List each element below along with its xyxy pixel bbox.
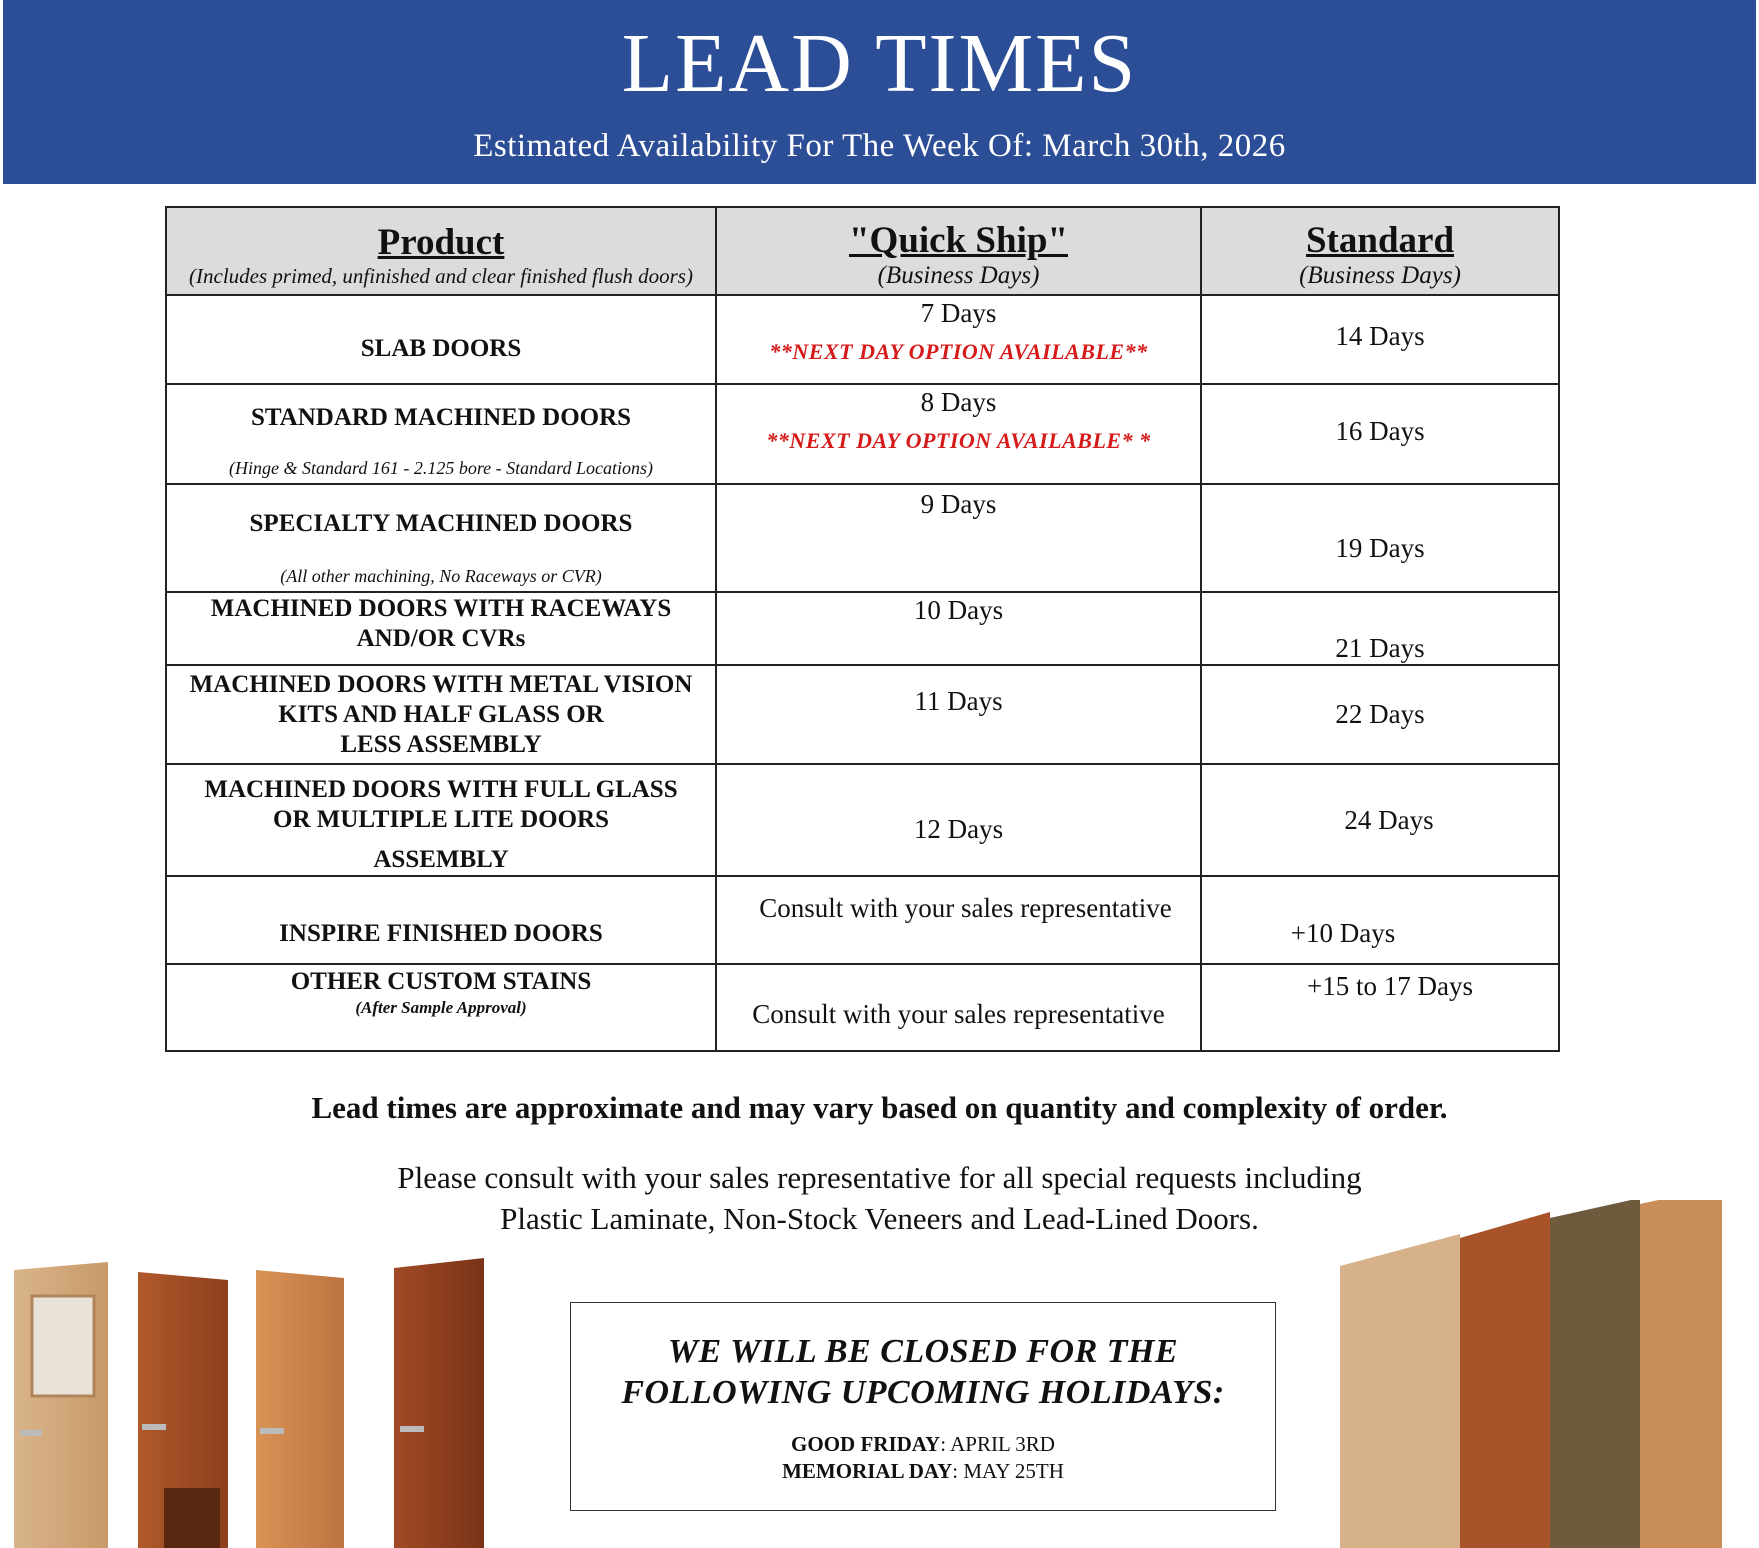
doors-image-left [0,1240,500,1548]
standard-value: 22 Days [1335,699,1425,729]
standard-value: 14 Days [1335,321,1425,351]
table-row [166,295,1559,384]
header-product-label: Product [377,222,505,263]
standard-value: +15 to 17 Days [1307,971,1473,1001]
product-cell [166,764,716,876]
quick-ship-value: 7 Days [920,298,997,328]
header-standard-label: Standard [1305,220,1455,261]
product-note: (After Sample Approval) [355,998,527,1017]
product-name-line3: ASSEMBLY [373,846,509,873]
product-name-line2: OR MULTIPLE LITE DOORS [273,806,609,833]
veneer-panels-image [1340,1200,1759,1548]
standard-cell [1201,876,1559,964]
product-cell [166,876,716,964]
product-note: (Hinge & Standard 161 - 2.125 bore - Standard Locations) [229,458,653,478]
standard-value: 24 Days [1344,804,1434,835]
holiday-title-line2: FOLLOWING UPCOMING HOLIDAYS: [621,1374,1225,1411]
quick-ship-value: 8 Days [920,387,997,417]
veneer-panel-oak [1340,1234,1460,1548]
quick-ship-value: 12 Days [913,813,1004,844]
header-standard-note: (Business Days) [1299,262,1461,289]
disclaimer-bold: Lead times are approximate and may vary based on quantity and complexity of order. [311,1090,1448,1125]
page-subtitle: Estimated Availability For The Week Of: March 30th, 2026 [473,128,1286,164]
product-name-line1: MACHINED DOORS WITH METAL VISION [189,671,693,698]
product-cell [166,295,716,384]
table-row [166,592,1559,665]
header-banner [3,0,1756,184]
lead-times-table [165,206,1560,1052]
table-row [166,665,1559,764]
table-row [166,484,1559,592]
door-with-louver [138,1272,228,1548]
quick-ship-value: 10 Days [913,595,1004,625]
quick-ship-value: Consult with your sales representative [752,999,1165,1029]
product-name: SLAB DOORS [360,334,522,362]
quick-ship-cell [716,484,1201,592]
holiday-list [571,1431,1275,1485]
standard-cell [1201,295,1559,384]
page-title: LEAD TIMES [621,17,1138,110]
disclaimer-line2: Plastic Laminate, Non-Stock Veneers and Lead-Lined Doors. [500,1201,1259,1236]
quick-ship-cell [716,665,1201,764]
quick-ship-value: 11 Days [914,686,1003,716]
quick-ship-value: Consult with your sales representative [759,893,1172,923]
holiday-item: GOOD FRIDAY: APRIL 3RD [791,1432,1055,1456]
veneer-panel-walnut [1550,1200,1640,1548]
standard-cell [1201,964,1559,1051]
door-mahogany [394,1258,484,1548]
quick-ship-cell [716,295,1201,384]
product-name-line3: LESS ASSEMBLY [340,731,542,758]
product-cell [166,665,716,764]
disclaimer-line1: Please consult with your sales representative for all special requests including [397,1160,1362,1195]
product-name: STANDARD MACHINED DOORS [250,404,632,431]
standard-value: 19 Days [1335,532,1425,563]
product-name-line2: AND/OR CVRs [356,625,526,652]
next-day-note: **NEXT DAY OPTION AVAILABLE* * [766,428,1151,453]
holiday-title-line1: WE WILL BE CLOSED FOR THE [667,1333,1179,1370]
next-day-note: **NEXT DAY OPTION AVAILABLE** [769,339,1148,364]
product-note: (All other machining, No Raceways or CVR) [280,566,602,586]
header-quick-ship-label: "Quick Ship" [849,220,1068,261]
holiday-notice [570,1302,1276,1511]
header-product [166,207,716,295]
quick-ship-cell [716,384,1201,484]
header-quick-ship-note: (Business Days) [877,262,1040,289]
product-name: INSPIRE FINISHED DOORS [279,920,603,947]
standard-cell [1201,665,1559,764]
veneer-panel-cherry [1460,1212,1550,1548]
product-name: OTHER CUSTOM STAINS [290,968,592,995]
product-cell [166,484,716,592]
quick-ship-value: 9 Days [920,489,997,519]
table-header-row [166,207,1559,295]
product-name: SPECIALTY MACHINED DOORS [249,510,633,537]
standard-cell [1201,592,1559,665]
quick-ship-cell [716,764,1201,876]
standard-value: 21 Days [1335,633,1425,663]
table-row [166,876,1559,964]
product-cell [166,384,716,484]
standard-cell [1201,484,1559,592]
quick-ship-cell [716,876,1201,964]
door-maple [256,1270,344,1548]
header-quick-ship [716,207,1201,295]
table-row [166,764,1559,876]
table-row [166,384,1559,484]
door-with-window [14,1262,108,1548]
table-row [166,964,1559,1051]
standard-cell [1201,764,1559,876]
product-name-line1: MACHINED DOORS WITH RACEWAYS [210,595,672,622]
standard-value: 16 Days [1335,415,1425,446]
standard-cell [1201,384,1559,484]
quick-ship-cell [716,964,1201,1051]
product-cell [166,964,716,1051]
header-standard [1201,207,1559,295]
header-product-note: (Includes primed, unfinished and clear finished flush doors) [189,264,693,288]
product-name-line1: MACHINED DOORS WITH FULL GLASS [204,776,678,803]
veneer-panel-maple [1640,1200,1722,1548]
product-name-line2: KITS AND HALF GLASS OR [278,701,604,728]
holiday-item: MEMORIAL DAY: MAY 25TH [782,1459,1064,1483]
product-cell [166,592,716,665]
standard-value: +10 Days [1290,918,1396,948]
quick-ship-cell [716,592,1201,665]
holiday-title [571,1331,1275,1413]
